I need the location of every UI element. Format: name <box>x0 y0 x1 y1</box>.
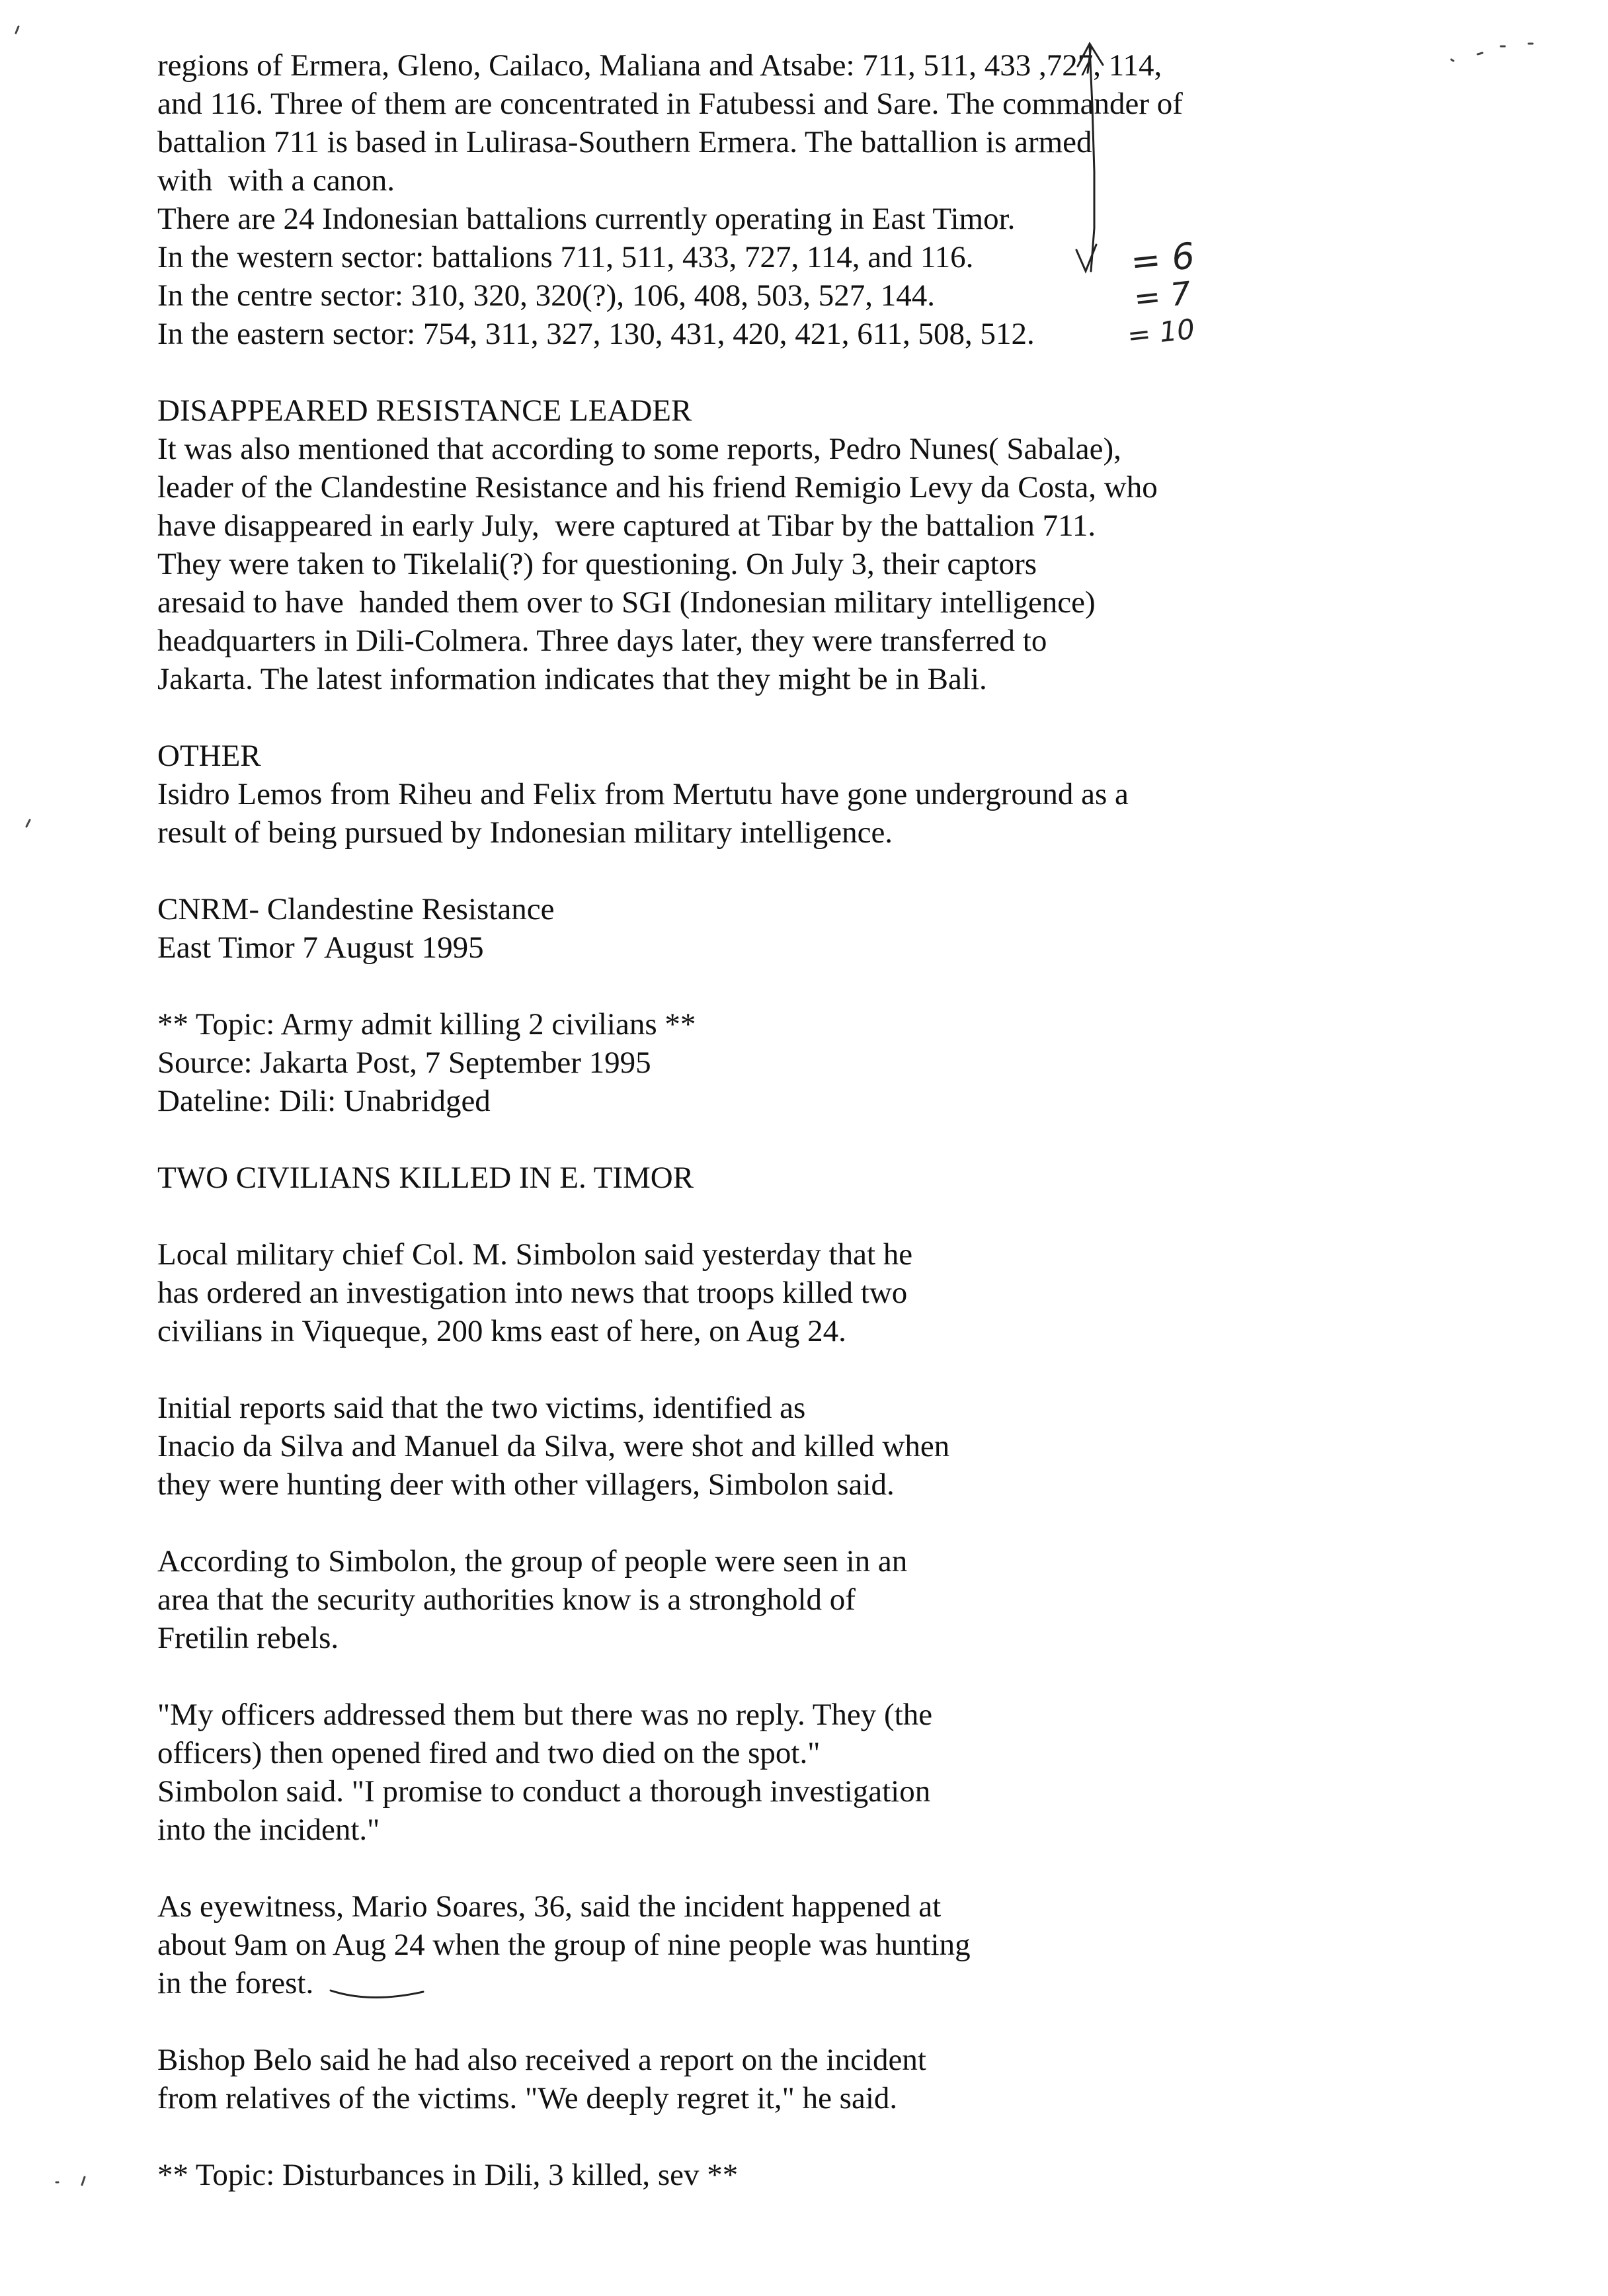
section-topic-disturbances <box>157 2156 1334 2194</box>
text-line: There are 24 Indonesian battalions currently operating in East Timor. <box>157 202 1016 236</box>
handwritten-tally-eastern: = 10 <box>1125 312 1197 352</box>
text-line: regions of Ermera, Gleno, Cailaco, Maliana and Atsabe: 711, 511, 433 ,727, 114, <box>157 48 1162 83</box>
text-line: Local military chief Col. M. Simbolon said yesterday that he <box>157 1237 913 1272</box>
text-line: Dateline: Dili: Unabridged <box>157 1084 491 1118</box>
text-line: result of being pursued by Indonesian military intelligence. <box>157 815 893 850</box>
section-signature <box>157 890 1334 967</box>
section-other <box>157 737 1334 852</box>
text-line: from relatives of the victims. "We deeply regret it," he said. <box>157 2081 898 2115</box>
text-line: in the forest. <box>157 1966 314 2000</box>
text-line: Inacio da Silva and Manuel da Silva, were shot and killed when <box>157 1429 950 1463</box>
text-line: have disappeared in early July, were captured at Tibar by the battalion 711. <box>157 509 1096 543</box>
text-line: about 9am on Aug 24 when the group of nine people was hunting <box>157 1928 971 1962</box>
topic-heading: ** Topic: Army admit killing 2 civilians ** <box>157 1007 696 1042</box>
section-headline <box>157 1159 1334 1197</box>
text-line: Jakarta. The latest information indicates that they might be in Bali. <box>157 662 987 696</box>
text-line: East Timor 7 August 1995 <box>157 930 484 965</box>
text-line: into the incident." <box>157 1813 380 1847</box>
text-line: officers) then opened fired and two died on the spot." <box>157 1736 821 1770</box>
text-line: According to Simbolon, the group of people were seen in an <box>157 1544 908 1578</box>
text-line: area that the security authorities know is a stronghold of <box>157 1582 856 1617</box>
text-line: In the eastern sector: 754, 311, 327, 130, 431, 420, 421, 611, 508, 512. <box>157 317 1035 351</box>
text-line: "My officers addressed them but there was no reply. They (the <box>157 1698 933 1732</box>
text-line: has ordered an investigation into news that troops killed two <box>157 1276 908 1310</box>
text-line: In the western sector: battalions 711, 511, 433, 727, 114, and 116. <box>157 240 974 274</box>
text-line: they were hunting deer with other villagers, Simbolon said. <box>157 1467 895 1502</box>
text-line: Source: Jakarta Post, 7 September 1995 <box>157 1046 651 1080</box>
text-line: Isidro Lemos from Riheu and Felix from Mertutu have gone underground as a <box>157 777 1129 811</box>
topic-heading: ** Topic: Disturbances in Dili, 3 killed, sev ** <box>157 2158 739 2192</box>
section-battalions <box>157 46 1334 353</box>
text-line: and 116. Three of them are concentrated in Fatubessi and Sare. The commander of <box>157 87 1183 121</box>
text-line: with with a canon. <box>157 163 395 198</box>
handwritten-tally-western: = 6 <box>1128 235 1197 283</box>
article-headline: TWO CIVILIANS KILLED IN E. TIMOR <box>157 1161 694 1195</box>
text-line: aresaid to have handed them over to SGI (Indonesian military intelligence) <box>157 585 1096 620</box>
document-body <box>157 46 1334 2194</box>
paragraph-2 <box>157 1389 1334 1504</box>
text-line: As eyewitness, Mario Soares, 36, said the incident happened at <box>157 1889 942 1924</box>
section-heading: DISAPPEARED RESISTANCE LEADER <box>157 393 692 428</box>
paragraph-6 <box>157 2041 1334 2117</box>
text-line: Bishop Belo said he had also received a report on the incident <box>157 2043 926 2077</box>
text-line: They were taken to Tikelali(?) for questioning. On July 3, their captors <box>157 547 1037 581</box>
handwritten-tally-centre: = 7 <box>1132 274 1193 318</box>
paragraph-4 <box>157 1696 1334 1849</box>
text-line: leader of the Clandestine Resistance and his friend Remigio Levy da Costa, who <box>157 470 1158 505</box>
section-disappeared <box>157 391 1334 698</box>
text-line: Initial reports said that the two victims, identified as <box>157 1391 806 1425</box>
paragraph-5 <box>157 1887 1334 2002</box>
text-line: It was also mentioned that according to some reports, Pedro Nunes( Sabalae), <box>157 432 1121 466</box>
paragraph-1 <box>157 1235 1334 1350</box>
section-heading: OTHER <box>157 739 261 773</box>
text-line: battalion 711 is based in Lulirasa-Southern Ermera. The battallion is armed <box>157 125 1092 159</box>
text-line: In the centre sector: 310, 320, 320(?), 106, 408, 503, 527, 144. <box>157 278 936 313</box>
text-line: civilians in Viqueque, 200 kms east of here, on Aug 24. <box>157 1314 846 1348</box>
section-topic-army <box>157 1005 1334 1120</box>
text-line: Simbolon said. "I promise to conduct a thorough investigation <box>157 1774 931 1809</box>
paragraph-3 <box>157 1542 1334 1657</box>
text-line: Fretilin rebels. <box>157 1621 339 1655</box>
text-line: CNRM- Clandestine Resistance <box>157 892 555 926</box>
text-line: headquarters in Dili-Colmera. Three days later, they were transferred to <box>157 624 1047 658</box>
